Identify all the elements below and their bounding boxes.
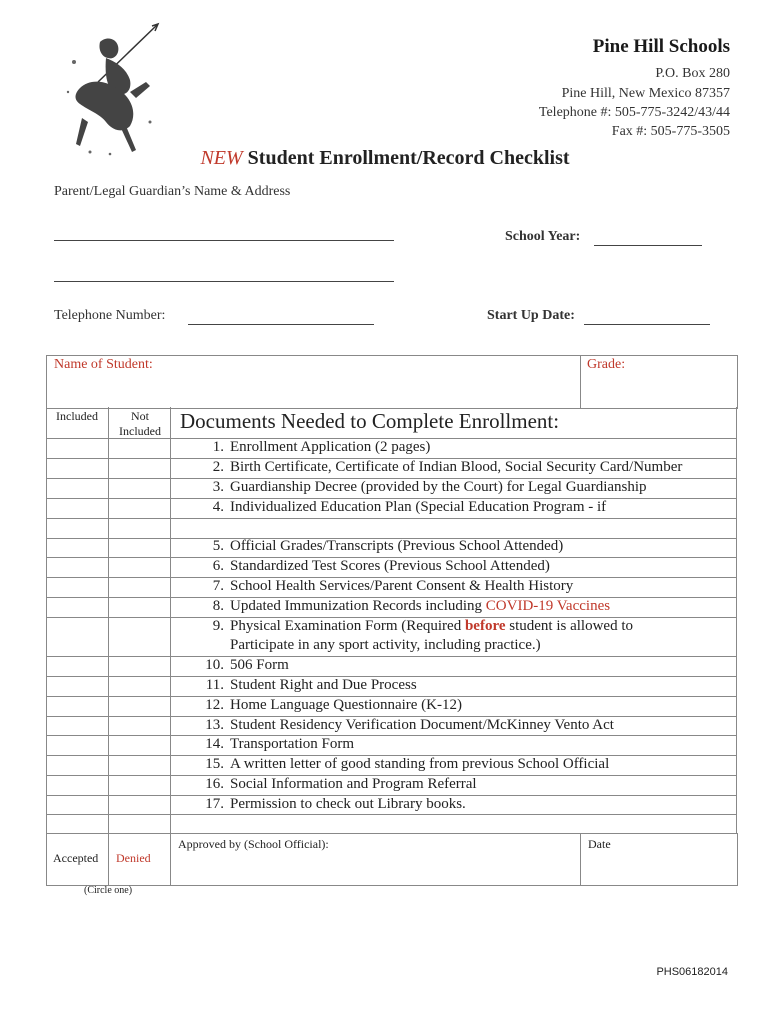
list-item: 1. Enrollment Application (2 pages) bbox=[212, 439, 431, 455]
approval-date-field[interactable] bbox=[588, 856, 728, 880]
po-box: P.O. Box 280 bbox=[655, 66, 730, 81]
list-item: 6. Standardized Test Scores (Previous School Attended) bbox=[212, 558, 550, 574]
school-logo-icon bbox=[60, 22, 170, 162]
table-left-border bbox=[46, 407, 47, 833]
title-rest: Student Enrollment/Record Checklist bbox=[242, 147, 570, 169]
telephone-number-field[interactable] bbox=[188, 324, 374, 325]
documents-title: Documents Needed to Complete Enrollment: bbox=[180, 409, 560, 433]
list-item: 7. School Health Services/Parent Consent & Health History bbox=[212, 578, 574, 594]
approved-by-label: Approved by (School Official): bbox=[178, 837, 329, 851]
telephone-line: Telephone #: 505-775-3242/43/44 bbox=[538, 105, 730, 120]
row-line bbox=[46, 735, 736, 736]
not-included-header: Not Included bbox=[119, 409, 161, 438]
school-year-label: School Year: bbox=[505, 229, 581, 244]
list-item: 9. Physical Examination Form (Required before student is allowed to bbox=[212, 618, 634, 634]
list-item-continuation: Participate in any sport activity, including practice.) bbox=[230, 637, 541, 653]
list-item: 10. 506 Form bbox=[205, 657, 289, 673]
form-code: PHS06182014 bbox=[656, 966, 728, 978]
row-line bbox=[46, 656, 736, 657]
included-divider bbox=[108, 407, 109, 833]
start-date-field[interactable] bbox=[584, 324, 710, 325]
list-item: 16. Social Information and Program Referral bbox=[205, 776, 477, 792]
list-item: 17. Permission to check out Library books. bbox=[205, 796, 466, 812]
start-date-label: Start Up Date: bbox=[487, 308, 575, 323]
student-name-label: Name of Student: bbox=[54, 357, 153, 372]
list-item: 2. Birth Certificate, Certificate of Indian Blood, Social Security Card/Number bbox=[212, 459, 683, 475]
guardian-name-field[interactable] bbox=[54, 240, 394, 241]
list-item: 5. Official Grades/Transcripts (Previous School Attended) bbox=[212, 538, 564, 554]
city-state: Pine Hill, New Mexico 87357 bbox=[561, 86, 730, 101]
list-item: 12. Home Language Questionnaire (K-12) bbox=[205, 697, 463, 713]
accepted-option[interactable]: Accepted bbox=[53, 851, 99, 865]
table-right-border bbox=[736, 407, 737, 833]
list-item: 4. Individualized Education Plan (Special Education Program - if bbox=[212, 499, 607, 515]
title-new-word: NEW bbox=[200, 147, 243, 169]
grade-field[interactable] bbox=[588, 374, 728, 402]
list-item: 13. Student Residency Verification Document/McKinney Vento Act bbox=[205, 717, 614, 733]
page-title bbox=[0, 147, 770, 170]
approval-divider bbox=[170, 833, 171, 885]
date-label: Date bbox=[588, 837, 611, 851]
guardian-name-address-label: Parent/Legal Guardian’s Name & Address bbox=[54, 184, 291, 199]
list-item: 3. Guardianship Decree (provided by the Court) for Legal Guardianship bbox=[212, 479, 647, 495]
list-item: 15. A written letter of good standing from previous School Official bbox=[205, 756, 610, 772]
circle-one-note: (Circle one) bbox=[84, 885, 133, 896]
included-header: Included bbox=[56, 409, 98, 423]
approval-divider bbox=[580, 833, 581, 885]
fax-line: Fax #: 505-775-3505 bbox=[611, 124, 730, 139]
list-item: 14. Transportation Form bbox=[205, 736, 355, 752]
approval-divider bbox=[108, 833, 109, 885]
row-line bbox=[46, 518, 736, 519]
list-item: 11. Student Right and Due Process bbox=[205, 677, 417, 693]
telephone-number-label: Telephone Number: bbox=[54, 308, 166, 323]
school-year-field[interactable] bbox=[594, 245, 702, 246]
grade-label: Grade: bbox=[587, 357, 626, 372]
list-item: 8. Updated Immunization Records including COVID-19 Vaccines bbox=[212, 598, 611, 614]
approved-by-field[interactable] bbox=[180, 856, 570, 880]
student-name-field[interactable] bbox=[180, 374, 570, 402]
grade-divider bbox=[580, 355, 581, 408]
not-included-divider bbox=[170, 407, 171, 833]
school-name: Pine Hill Schools bbox=[592, 36, 730, 57]
guardian-address-field[interactable] bbox=[54, 281, 394, 282]
denied-option[interactable]: Denied bbox=[116, 851, 151, 865]
row-line bbox=[46, 814, 736, 815]
